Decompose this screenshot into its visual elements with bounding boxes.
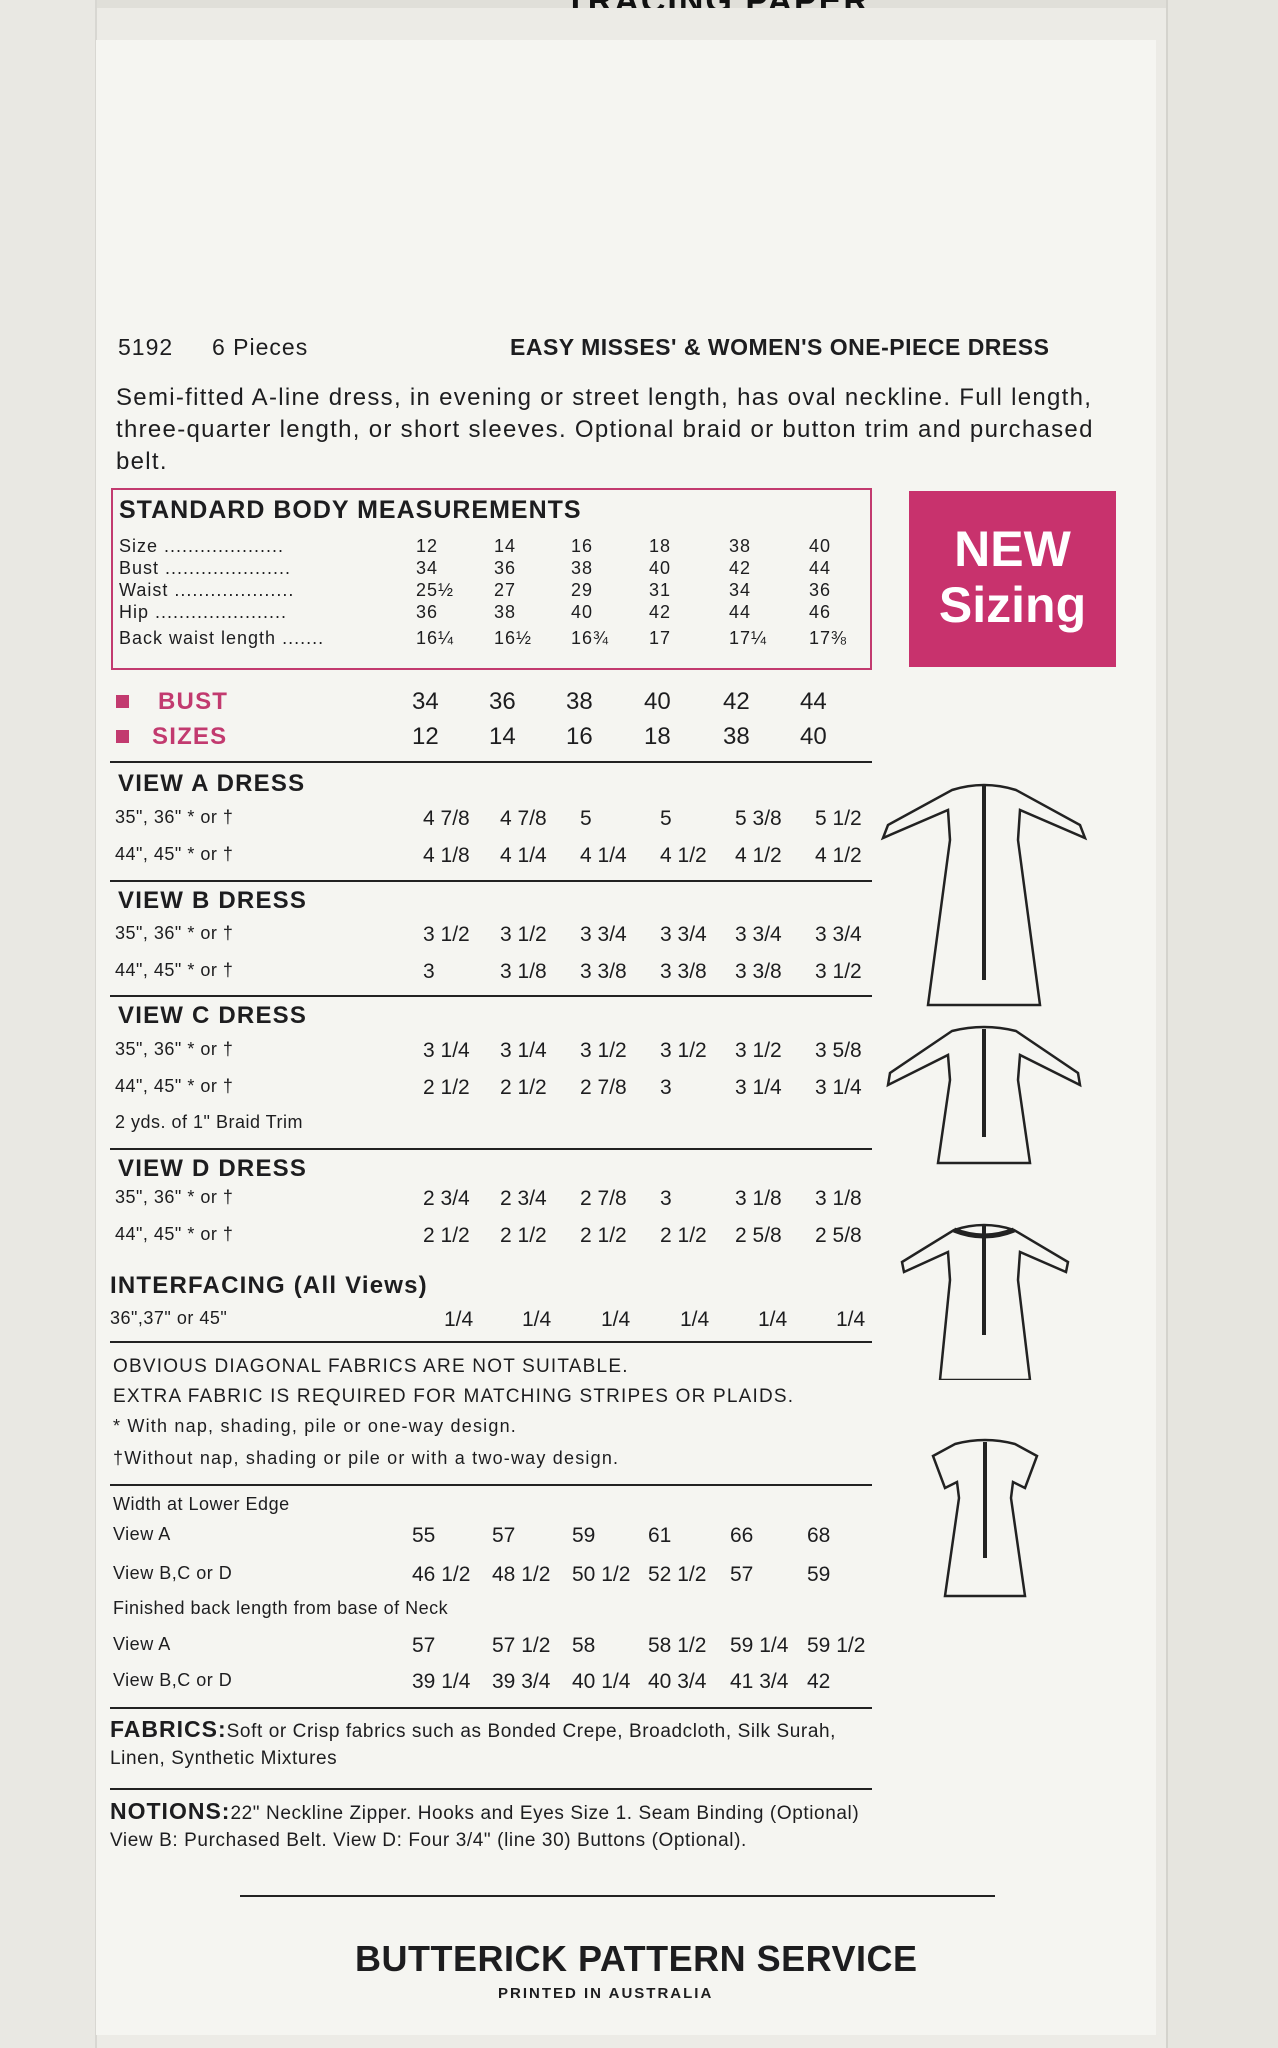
bullet-square-icon bbox=[116, 730, 129, 743]
divider bbox=[110, 1341, 872, 1343]
back-length-row-view-bcd: View B,C or D 39 1/4 39 3/4 40 1/4 40 3/4 41 3/4 42 bbox=[113, 1670, 831, 1693]
note-with-nap: * With nap, shading, pile or one-way design. bbox=[113, 1416, 518, 1436]
fabrics-label: FABRICS: bbox=[110, 1716, 227, 1742]
interfacing-row: 36",37" or 45" 1/4 1/4 1/4 1/4 1/4 1/4 bbox=[110, 1308, 866, 1331]
new-sizing-line1: NEW bbox=[954, 521, 1071, 577]
dress-view-d-sketch bbox=[900, 1220, 1080, 1380]
note-diagonal: OBVIOUS DIAGONAL FABRICS ARE NOT SUITABLE. bbox=[113, 1356, 629, 1377]
printed-in: PRINTED IN AUSTRALIA bbox=[498, 1985, 714, 2002]
pattern-title: EASY MISSES' & WOMEN'S ONE-PIECE DRESS bbox=[510, 334, 1050, 360]
pattern-number: 5192 bbox=[118, 334, 174, 360]
measurement-row-waist: Waist .................... 25½ 27 29 31 34 36 bbox=[119, 580, 832, 600]
view-d-title: VIEW D DRESS bbox=[118, 1155, 308, 1182]
sizes-row: SIZES 12 14 16 18 38 40 bbox=[0, 723, 1278, 753]
note-without-nap: †Without nap, shading or pile or with a two-way design. bbox=[113, 1448, 620, 1468]
notions-section bbox=[110, 1798, 870, 1854]
view-b-row-2: 44", 45" * or † 3 3 1/8 3 3/8 3 3/8 3 3/8 3 1/2 bbox=[115, 960, 862, 983]
divider bbox=[110, 995, 872, 997]
width-row-view-bcd: View B,C or D 46 1/2 48 1/2 50 1/2 52 1/2 57 59 bbox=[113, 1563, 831, 1586]
view-a-row-1: 35", 36" * or † 4 7/8 4 7/8 5 5 5 3/8 5 1/2 bbox=[115, 807, 862, 830]
measurement-row-bust: Bust ..................... 34 36 38 40 42 44 bbox=[119, 558, 832, 578]
dress-view-c-sketch bbox=[880, 1025, 1090, 1165]
notions-label: NOTIONS: bbox=[110, 1798, 231, 1824]
notions-text: 22" Neckline Zipper. Hooks and Eyes Size 1. Seam Binding (Optional) View B: Purchased Belt. View D: Four 3/4" (line 30) Buttons (Optional). bbox=[110, 1803, 860, 1851]
width-row-view-a: View A 55 57 59 61 66 68 bbox=[113, 1524, 831, 1547]
view-c-row-1: 35", 36" * or † 3 1/4 3 1/4 3 1/2 3 1/2 3 1/2 3 5/8 bbox=[115, 1039, 862, 1062]
measurement-row-back-waist: Back waist length ....... 16¼ 16½ 16¾ 17 17¼ 17⅜ bbox=[119, 628, 848, 648]
divider bbox=[110, 1148, 872, 1150]
view-a-title: VIEW A DRESS bbox=[118, 770, 306, 797]
divider bbox=[240, 1895, 995, 1897]
divider bbox=[110, 1484, 872, 1486]
bust-row: BUST 34 36 38 40 42 44 bbox=[0, 688, 1278, 718]
new-sizing-badge bbox=[909, 491, 1116, 667]
view-d-row-2: 44", 45" * or † 2 1/2 2 1/2 2 1/2 2 1/2 2 5/8 2 5/8 bbox=[115, 1224, 862, 1247]
view-c-braid-note: 2 yds. of 1" Braid Trim bbox=[115, 1112, 303, 1132]
pattern-description: Semi-fitted A-line dress, in evening or street length, has oval neckline. Full length, three-quarter length, or short sleeves. Optional braid or button trim and purchased belt. bbox=[116, 384, 1094, 475]
divider bbox=[110, 761, 872, 763]
measurement-row-hip: Hip ...................... 36 38 40 42 44 46 bbox=[119, 602, 832, 622]
fabrics-text: Soft or Crisp fabrics such as Bonded Crepe, Broadcloth, Silk Surah, Linen, Synthetic Mixtures bbox=[110, 1721, 837, 1769]
fabrics-section bbox=[110, 1716, 890, 1772]
dress-view-a-sketch bbox=[880, 780, 1090, 1020]
bullet-square-icon bbox=[116, 695, 129, 708]
pieces-count: 6 Pieces bbox=[212, 334, 309, 360]
new-sizing-line2: Sizing bbox=[938, 577, 1087, 633]
view-d-row-1: 35", 36" * or † 2 3/4 2 3/4 2 7/8 3 3 1/8 3 1/8 bbox=[115, 1187, 862, 1210]
brand-footer: BUTTERICK PATTERN SERVICE bbox=[355, 1938, 918, 1979]
dress-view-short-sleeve-sketch bbox=[925, 1438, 1045, 1598]
view-a-row-2: 44", 45" * or † 4 1/8 4 1/4 4 1/4 4 1/2 4 1/2 4 1/2 bbox=[115, 844, 862, 867]
view-c-row-2: 44", 45" * or † 2 1/2 2 1/2 2 7/8 3 3 1/4 3 1/4 bbox=[115, 1076, 862, 1099]
back-length-row-view-a: View A 57 57 1/2 58 58 1/2 59 1/4 59 1/2 bbox=[113, 1634, 866, 1657]
note-extra-fabric: EXTRA FABRIC IS REQUIRED FOR MATCHING STRIPES OR PLAIDS. bbox=[113, 1386, 795, 1407]
view-b-row-1: 35", 36" * or † 3 1/2 3 1/2 3 3/4 3 3/4 3 3/4 3 3/4 bbox=[115, 923, 862, 946]
measurement-row-size: Size .................... 12 14 16 18 38 40 bbox=[119, 536, 832, 556]
divider bbox=[110, 1788, 872, 1790]
measurements-title: STANDARD BODY MEASUREMENTS bbox=[119, 496, 582, 524]
interfacing-title: INTERFACING (All Views) bbox=[110, 1272, 428, 1299]
back-length-title: Finished back length from base of Neck bbox=[113, 1598, 449, 1618]
divider bbox=[110, 880, 872, 882]
divider bbox=[110, 1707, 872, 1709]
standard-body-measurements bbox=[111, 488, 872, 670]
width-title: Width at Lower Edge bbox=[113, 1494, 290, 1514]
view-c-title: VIEW C DRESS bbox=[118, 1002, 308, 1029]
view-b-title: VIEW B DRESS bbox=[118, 887, 308, 914]
